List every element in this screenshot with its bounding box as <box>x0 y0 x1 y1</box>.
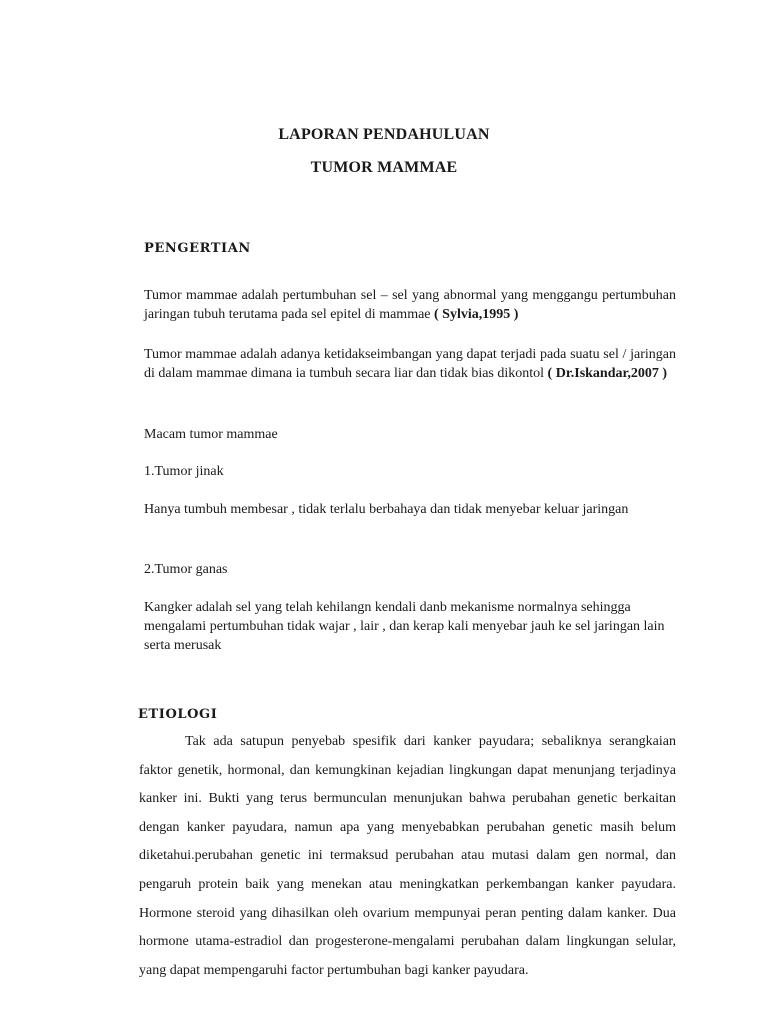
definition-paragraph-2 <box>144 345 676 383</box>
citation: ( Sylvia,1995 ) <box>434 307 519 322</box>
paragraph-text: Tumor mammae adalah pertumbuhan sel – sel yang abnormal yang menggangu pertumbuhan jaringan tubuh terutama pada sel epitel di mammae <box>144 288 676 322</box>
document-title: LAPORAN PENDAHULUAN <box>278 126 490 143</box>
tumor-type-1-label: 1.Tumor jinak <box>144 464 224 479</box>
citation: ( Dr.Iskandar,2007 ) <box>547 366 668 381</box>
section-heading-pengertian: PENGERTIAN <box>144 241 251 256</box>
tumor-type-2-description: Kangker adalah sel yang telah kehilangn kendali danb mekanisme normalnya sehingga mengalami pertumbuhan tidak wajar , lair , dan kerap kali menyebar jauh ke sel jaringan lain serta merusak <box>144 600 665 653</box>
document-subtitle: TUMOR MAMMAE <box>310 159 458 176</box>
paragraph-text: Tumor mammae adalah adanya ketidakseimbangan yang dapat terjadi pada suatu sel / jaringan di dalam mammae dimana ia tumbuh secara liar dan tidak bias dikontol <box>144 347 676 381</box>
etiologi-paragraph: Tak ada satupun penyebab spesifik dari kanker payudara; sebaliknya serangkaian faktor genetik, hormonal, dan kemungkinan kejadian lingkungan dapat menunjang terjadinya kanker ini. Bukti yang terus bermunculan menunjukan bahwa perubahan genetic berkaitan dengan kanker payudara, namun apa yang menyebabkan perubahan genetic masih belum diketahui.perubahan genetic ini termaksud perubahan atau mutasi dalam gen normal, dan pengaruh protein baik yang menekan atau meningkatkan perkembangan kanker payudara. Hormone steroid yang dihasilkan oleh ovarium mempunyai peran penting dalam kanker. Dua hormone utama-estradiol dan progesterone-mengalami perubahan dalam lingkungan selular, yang dapat mempengaruhi factor pertumbuhan bagi kanker payudara. <box>139 734 676 978</box>
types-intro: Macam tumor mammae <box>144 427 278 442</box>
definition-paragraph-1 <box>144 286 676 324</box>
tumor-type-2-label: 2.Tumor ganas <box>144 562 228 577</box>
section-heading-etiologi: ETIOLOGI <box>138 707 218 722</box>
tumor-type-1-description: Hanya tumbuh membesar , tidak terlalu berbahaya dan tidak menyebar keluar jaringan <box>144 502 629 517</box>
